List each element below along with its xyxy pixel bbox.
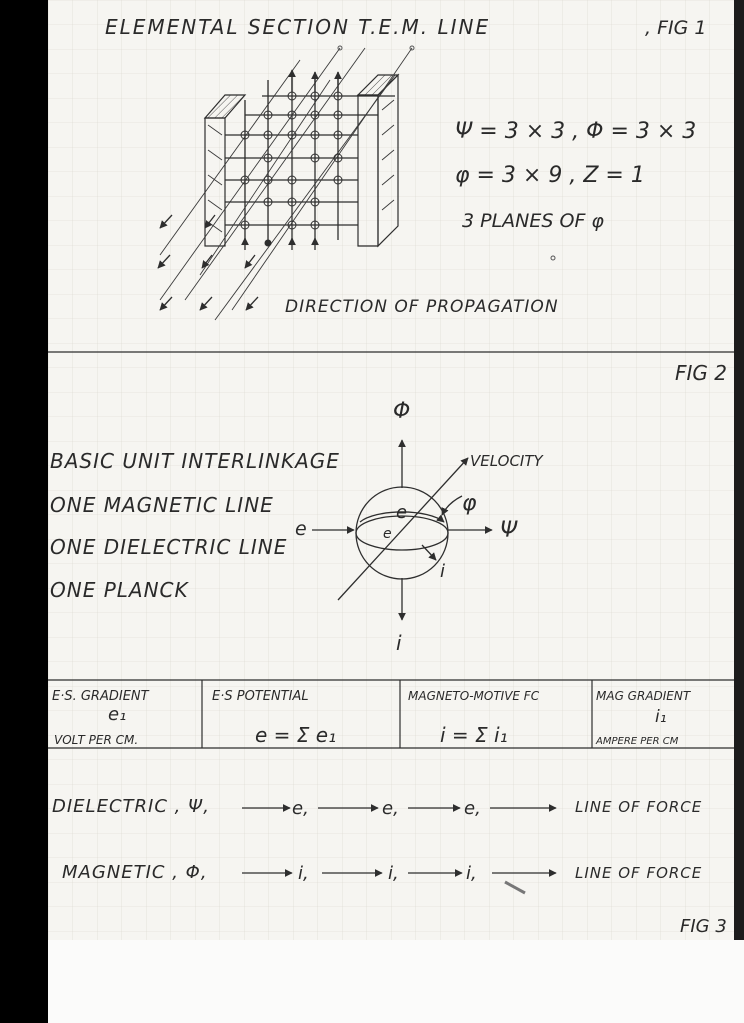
table-cell-1-bottom: e = Σ e₁ [255, 723, 337, 747]
scanner-background [48, 940, 744, 1023]
table-cell-2-top: MAGNETO-MOTIVE FC [408, 689, 540, 703]
e-inner-label: e [396, 502, 408, 523]
i-bottom-label: i [396, 631, 402, 655]
psi-label: Ψ [500, 518, 518, 543]
dielectric-symbol-3: e, [464, 798, 481, 819]
magnetic-symbol-3: i, [466, 863, 477, 884]
note-basic-unit: BASIC UNIT INTERLINKAGE [50, 449, 340, 473]
table-cell-0-top: E·S. GRADIENT [52, 689, 149, 704]
table-cell-3-top: MAG GRADIENT [596, 689, 691, 703]
magnetic-end-label: LINE OF FORCE [575, 864, 703, 882]
note-magnetic-line: ONE MAGNETIC LINE [50, 493, 274, 517]
note-planck: ONE PLANCK [50, 578, 189, 602]
fig1-equation-2: φ = 3 × 9 , Z = 1 [455, 163, 645, 188]
table-cell-3-mid: i₁ [655, 707, 667, 727]
fig2-label: FIG 2 [675, 361, 727, 385]
phi-small-label: φ [462, 491, 477, 516]
dielectric-symbol-1: e, [292, 798, 309, 819]
fig1-equation-3: 3 PLANES OF φ [462, 210, 604, 232]
fig1-equation-1: Ψ = 3 × 3 , Φ = 3 × 3 [455, 119, 697, 144]
table-cell-1-top: E·S POTENTIAL [212, 689, 309, 704]
e-center-label: e [383, 526, 392, 542]
scanner-edge [0, 0, 48, 1023]
origin-dot [265, 240, 272, 247]
magnetic-label: MAGNETIC , Φ, [62, 862, 208, 883]
magnetic-symbol-2: i, [388, 863, 399, 884]
fig1-label: , FIG 1 [645, 17, 707, 39]
phi-top-label: Φ [393, 399, 411, 424]
velocity-label: VELOCITY [470, 452, 543, 470]
table-cell-2-bottom: i = Σ i₁ [440, 723, 508, 747]
dielectric-symbol-2: e, [382, 798, 399, 819]
fig1-title: ELEMENTAL SECTION T.E.M. LINE [105, 15, 491, 39]
e-left-label: e [295, 518, 307, 540]
i-inner-label: i [440, 561, 446, 582]
table-cell-0-mid: e₁ [108, 704, 127, 725]
dielectric-end-label: LINE OF FORCE [575, 798, 703, 816]
fig3-label: FIG 3 [680, 916, 727, 937]
magnetic-symbol-1: i, [298, 863, 309, 884]
table-cell-3-bottom: AMPERE PER CM [596, 736, 679, 747]
note-dielectric-line: ONE DIELECTRIC LINE [50, 535, 288, 559]
dielectric-label: DIELECTRIC , Ψ, [52, 796, 210, 817]
table-cell-0-bottom: VOLT PER CM. [54, 733, 139, 747]
direction-of-propagation-label: DIRECTION OF PROPAGATION [285, 297, 559, 317]
